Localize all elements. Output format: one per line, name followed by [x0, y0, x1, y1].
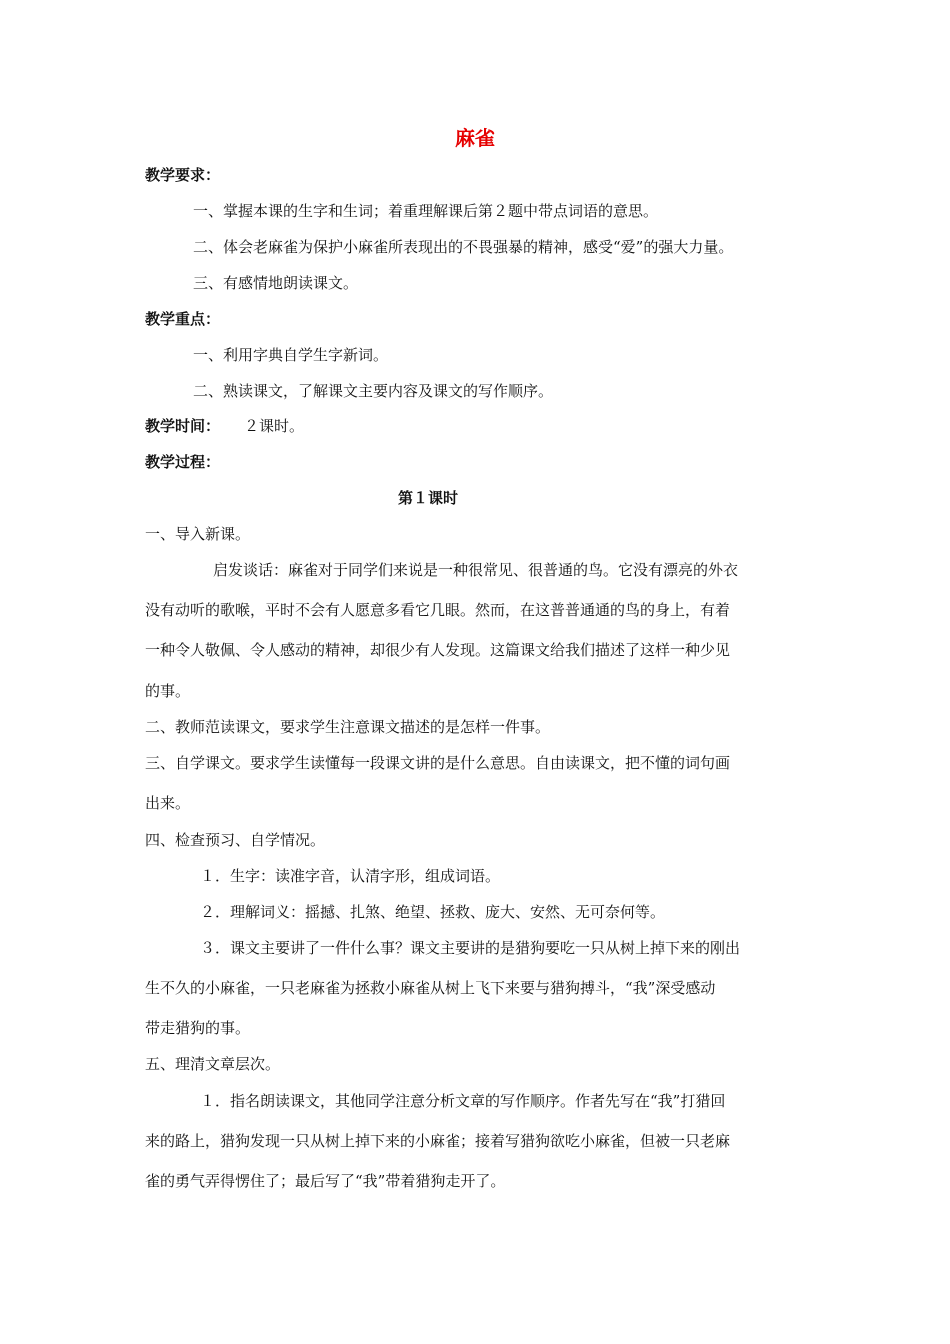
- section-4-item-1: １．生字：读准字音，认清字形，组成词语。: [200, 867, 501, 885]
- requirements-heading: 教学要求：: [145, 166, 221, 184]
- section-1-heading: 一、导入新课。: [145, 525, 251, 543]
- requirement-item-3: 三、有感情地朗读课文。: [193, 274, 359, 292]
- section-4-item-3-line-1: ３．课文主要讲了一件什么事？课文主要讲的是猎狗要吃一只从树上掉下来的刚出: [200, 939, 741, 957]
- page-title: 麻雀: [455, 126, 495, 150]
- requirement-item-2: 二、体会老麻雀为保护小麻雀所表现出的不畏强暴的精神，感受“爱”的强大力量。: [193, 238, 734, 256]
- key-points-heading: 教学重点：: [145, 310, 221, 328]
- section-3-line-2: 出来。: [145, 794, 191, 812]
- key-point-item-1: 一、利用字典自学生字新词。: [193, 346, 389, 364]
- section-4-heading: 四、检查预习、自学情况。: [145, 831, 326, 849]
- section-2: 二、教师范读课文，要求学生注意课文描述的是怎样一件事。: [145, 718, 551, 736]
- time-heading: 教学时间：: [145, 417, 221, 435]
- time-value: ２课时。: [244, 417, 305, 435]
- lesson-title: 第１课时: [397, 489, 458, 507]
- section-5-item-1-line-3: 雀的勇气弄得愣住了；最后写了“我”带着猎狗走开了。: [145, 1172, 506, 1190]
- section-5-item-1-line-2: 来的路上，猎狗发现一只从树上掉下来的小麻雀；接着写猎狗欲吃小麻雀，但被一只老麻: [145, 1132, 731, 1150]
- section-1-para-line-1: 启发谈话：麻雀对于同学们来说是一种很常见、很普通的鸟。它没有漂亮的外衣: [213, 561, 739, 579]
- section-5-item-1-line-1: １．指名朗读课文，其他同学注意分析文章的写作顺序。作者先写在“我”打猎回: [200, 1092, 726, 1110]
- process-heading: 教学过程：: [145, 453, 221, 471]
- section-4-item-3-line-2: 生不久的小麻雀，一只老麻雀为拯救小麻雀从树上飞下来要与猎狗搏斗，“我”深受感动: [145, 979, 716, 997]
- section-1-para-line-4: 的事。: [145, 682, 191, 700]
- key-point-item-2: 二、熟读课文，了解课文主要内容及课文的写作顺序。: [193, 382, 554, 400]
- section-4-item-3-line-3: 带走猎狗的事。: [145, 1019, 251, 1037]
- section-1-para-line-3: 一种令人敬佩、令人感动的精神，却很少有人发现。这篇课文给我们描述了这样一种少见: [145, 641, 731, 659]
- section-5-heading: 五、理清文章层次。: [145, 1055, 281, 1073]
- section-1-para-line-2: 没有动听的歌喉，平时不会有人愿意多看它几眼。然而，在这普普通通的鸟的身上，有着: [145, 601, 731, 619]
- section-3-line-1: 三、自学课文。要求学生读懂每一段课文讲的是什么意思。自由读课文，把不懂的词句画: [145, 754, 731, 772]
- requirement-item-1: 一、掌握本课的生字和生词；着重理解课后第２题中带点词语的意思。: [193, 202, 659, 220]
- section-4-item-2: ２．理解词义：摇撼、扎煞、绝望、拯救、庞大、安然、无可奈何等。: [200, 903, 666, 921]
